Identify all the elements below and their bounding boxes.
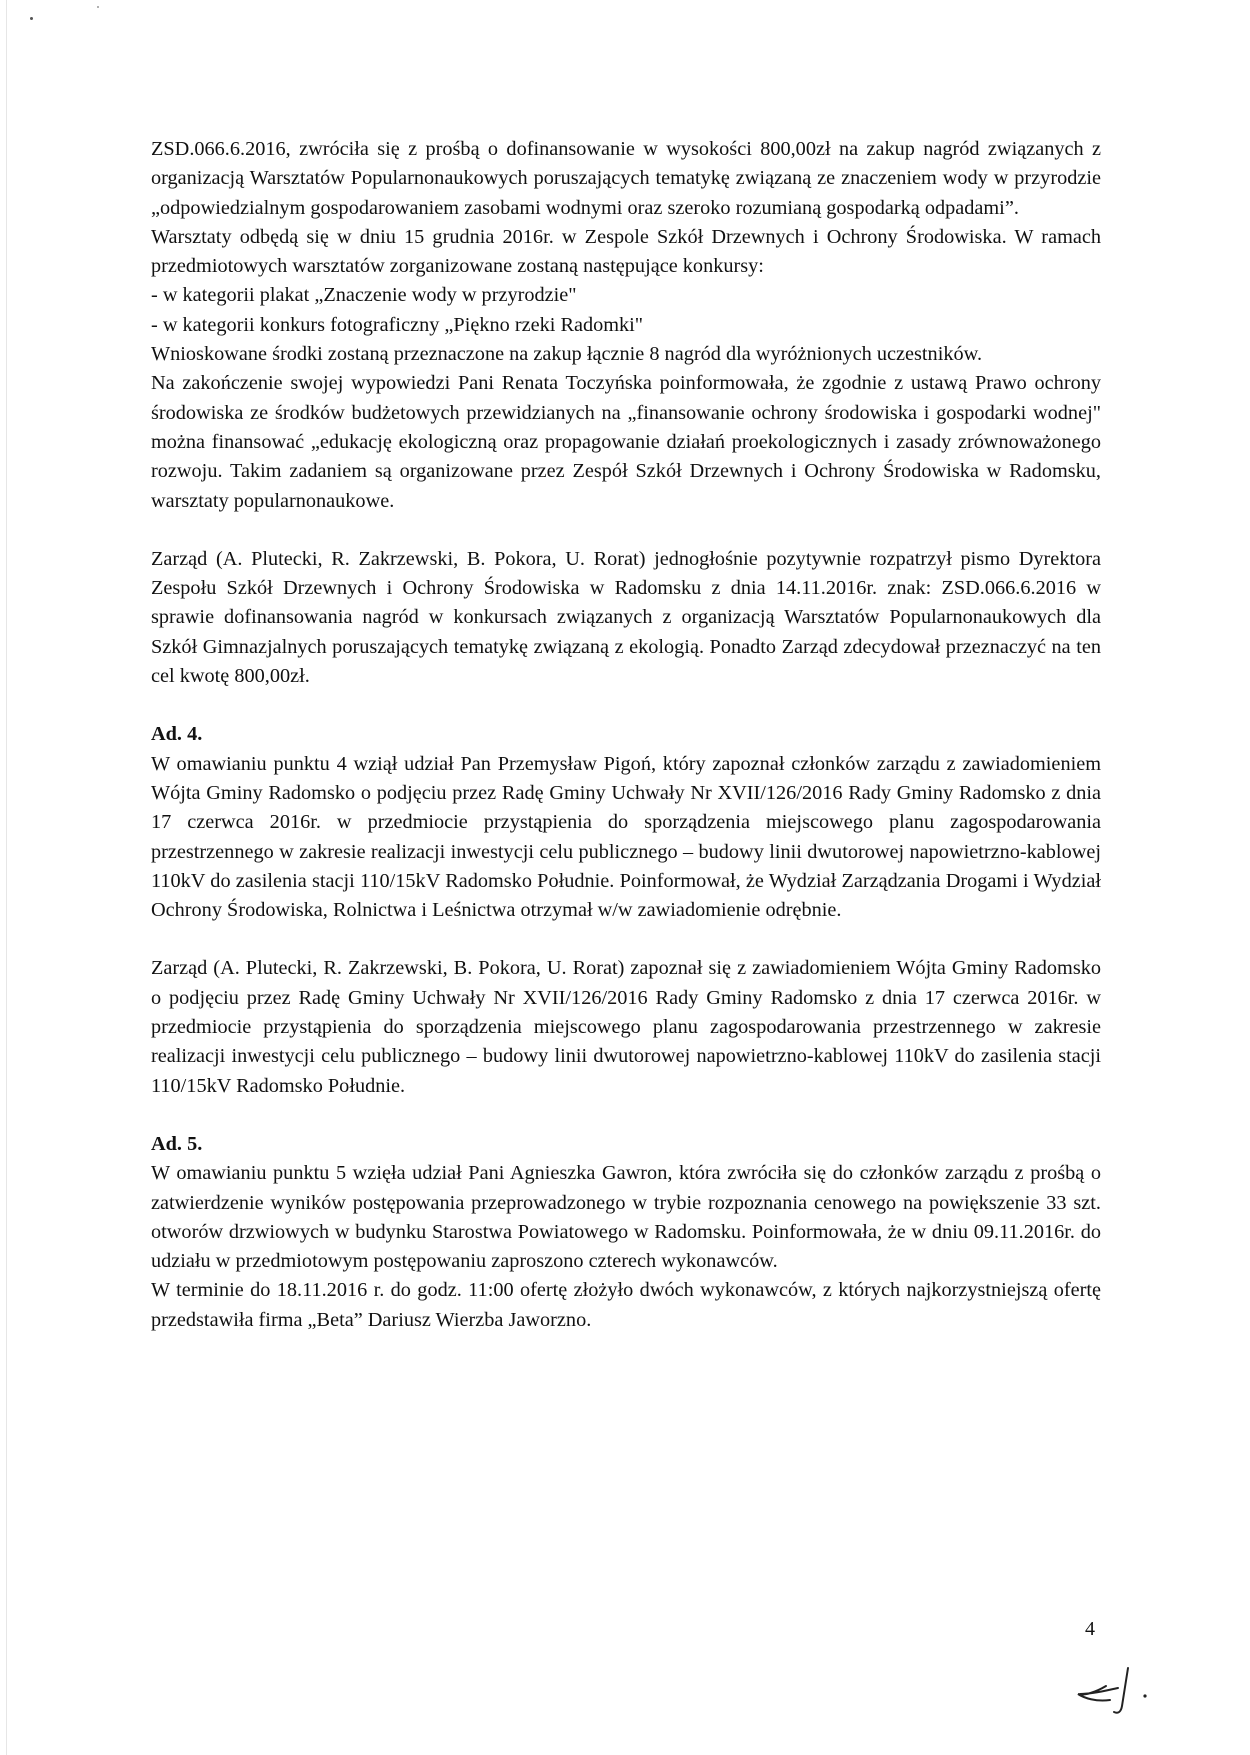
page-scan-edge [6, 0, 7, 1755]
scan-speck [97, 6, 99, 8]
section-heading-ad-4: Ad. 4. [151, 723, 203, 746]
paragraph-funding-request: ZSD.066.6.2016, zwróciła się z prośbą o dofinansowanie w wysokości 800,00zł na zakup nagród związanych z organizacją Warsztatów Popularnonaukowych poruszających tematykę związaną ze znaczeniem wody w przyrodzie „odpowiedzialnym gospodarowaniem zasobami wodnymi oraz szeroko rozumianą gospodarką odpadami”. [151, 138, 1101, 219]
paragraph-prizes: Wnioskowane środki zostaną przeznaczone na zakup łącznie 8 nagród dla wyróżnionych uczestników. [151, 343, 983, 366]
paragraph-board-acknowledgement: Zarząd (A. Plutecki, R. Zakrzewski, B. Pokora, U. Rorat) zapoznał się z zawiadomieniem Wójta Gminy Radomsko o podjęciu przez Radę Gminy Uchwały Nr XVII/126/2016 Rady Gminy Radomsko z dnia 17 czerwca 2016r. w przedmiocie przystąpienia do sporządzenia miejscowego planu zagospodarowania przestrzennego w zakresie realizacji inwestycji celu publicznego – budowy linii dwutorowej napowietrzno-kablowej 110kV do zasilenia stacji 110/15kV Radomsko Południe. [151, 957, 1101, 1097]
paragraph-toczynska-statement: Na zakończenie swojej wypowiedzi Pani Renata Toczyńska poinformowała, że zgodnie z ustawą Prawo ochrony środowiska ze środków budżetowych przewidzianych na „finansowanie ochrony środowiska i gospodarki wodnej" można finansować „edukację ekologiczną oraz propagowanie działań proekologicznych i zasady zrównoważonego rozwoju. Takim zadaniem są organizowane przez Zespół Szkół Drzewnych i Ochrony Środowiska w Radomsku, warsztaty popularnonaukowe. [151, 372, 1101, 512]
paragraph-pigon-notice: W omawianiu punktu 4 wziął udział Pan Przemysław Pigoń, który zapoznał członków zarządu z zawiadomieniem Wójta Gminy Radomsko o podjęciu przez Radę Gminy Uchwały Nr XVII/126/2016 Rady Gminy Radomsko z dnia 17 czerwca 2016r. w przedmiocie przystąpienia do sporządzenia miejscowego planu zagospodarowania przestrzennego w zakresie realizacji inwestycji celu publicznego – budowy linii dwutorowej napowietrzno-kablowej 110kV do zasilenia stacji 110/15kV Radomsko Południe. Poinformował, że Wydział Zarządzania Drogami i Wydział Ochrony Środowiska, Rolnictwa i Leśnictwa otrzymał w/w zawiadomienie odrębnie. [151, 752, 1101, 922]
paragraph-workshop-date: Warsztaty odbędą się w dniu 15 grudnia 2016r. w Zespole Szkół Drzewnych i Ochrony Środowiska. W ramach przedmiotowych warsztatów zorganizowane zostaną następujące konkursy: [151, 225, 1101, 278]
section-heading-ad-5: Ad. 5. [151, 1132, 203, 1155]
paragraph-board-decision-funding: Zarząd (A. Plutecki, R. Zakrzewski, B. Pokora, U. Rorat) jednogłośnie pozytywnie rozpatrzył pismo Dyrektora Zespołu Szkół Drzewnych i Ochrony Środowiska w Radomsku z dnia 14.11.2016r. znak: ZSD.066.6.2016 w sprawie dofinansowania nagród w konkursach związanych z organizacją Warsztatów Popularnonaukowych dla Szkół Gimnazjalnych poruszających tematykę związaną z ekologią. Ponadto Zarząd zdecydował przeznaczyć na ten cel kwotę 800,00zł. [151, 547, 1101, 688]
list-item-photo-category: - w kategorii konkurs fotograficzny „Piękno rzeki Radomki" [151, 313, 644, 336]
scan-speck [30, 17, 33, 20]
handwritten-initials-signature [1070, 1650, 1165, 1720]
paragraph-gawron-request: W omawianiu punktu 5 wzięła udział Pani Agnieszka Gawron, która zwróciła się do członków zarządu z prośbą o zatwierdzenie wyników postępowania przeprowadzonego w trybie rozpoznania cenowego na powiększenie 33 szt. otworów drzwiowych w budynku Starostwa Powiatowego w Radomsku. Poinformowała, że w dniu 09.11.2016r. do udziału w przedmiotowym postępowaniu zaproszono czterech wykonawców. [151, 1162, 1101, 1273]
document-body [151, 135, 1101, 1335]
list-item-poster-category: - w kategorii plakat „Znaczenie wody w przyrodzie" [151, 284, 577, 307]
page-number: 4 [1085, 1618, 1095, 1640]
paragraph-offers-result: W terminie do 18.11.2016 r. do godz. 11:00 ofertę złożyło dwóch wykonawców, z których najkorzystniejszą ofertę przedstawiła firma „Beta” Dariusz Wierzba Jaworzno. [151, 1279, 1101, 1331]
